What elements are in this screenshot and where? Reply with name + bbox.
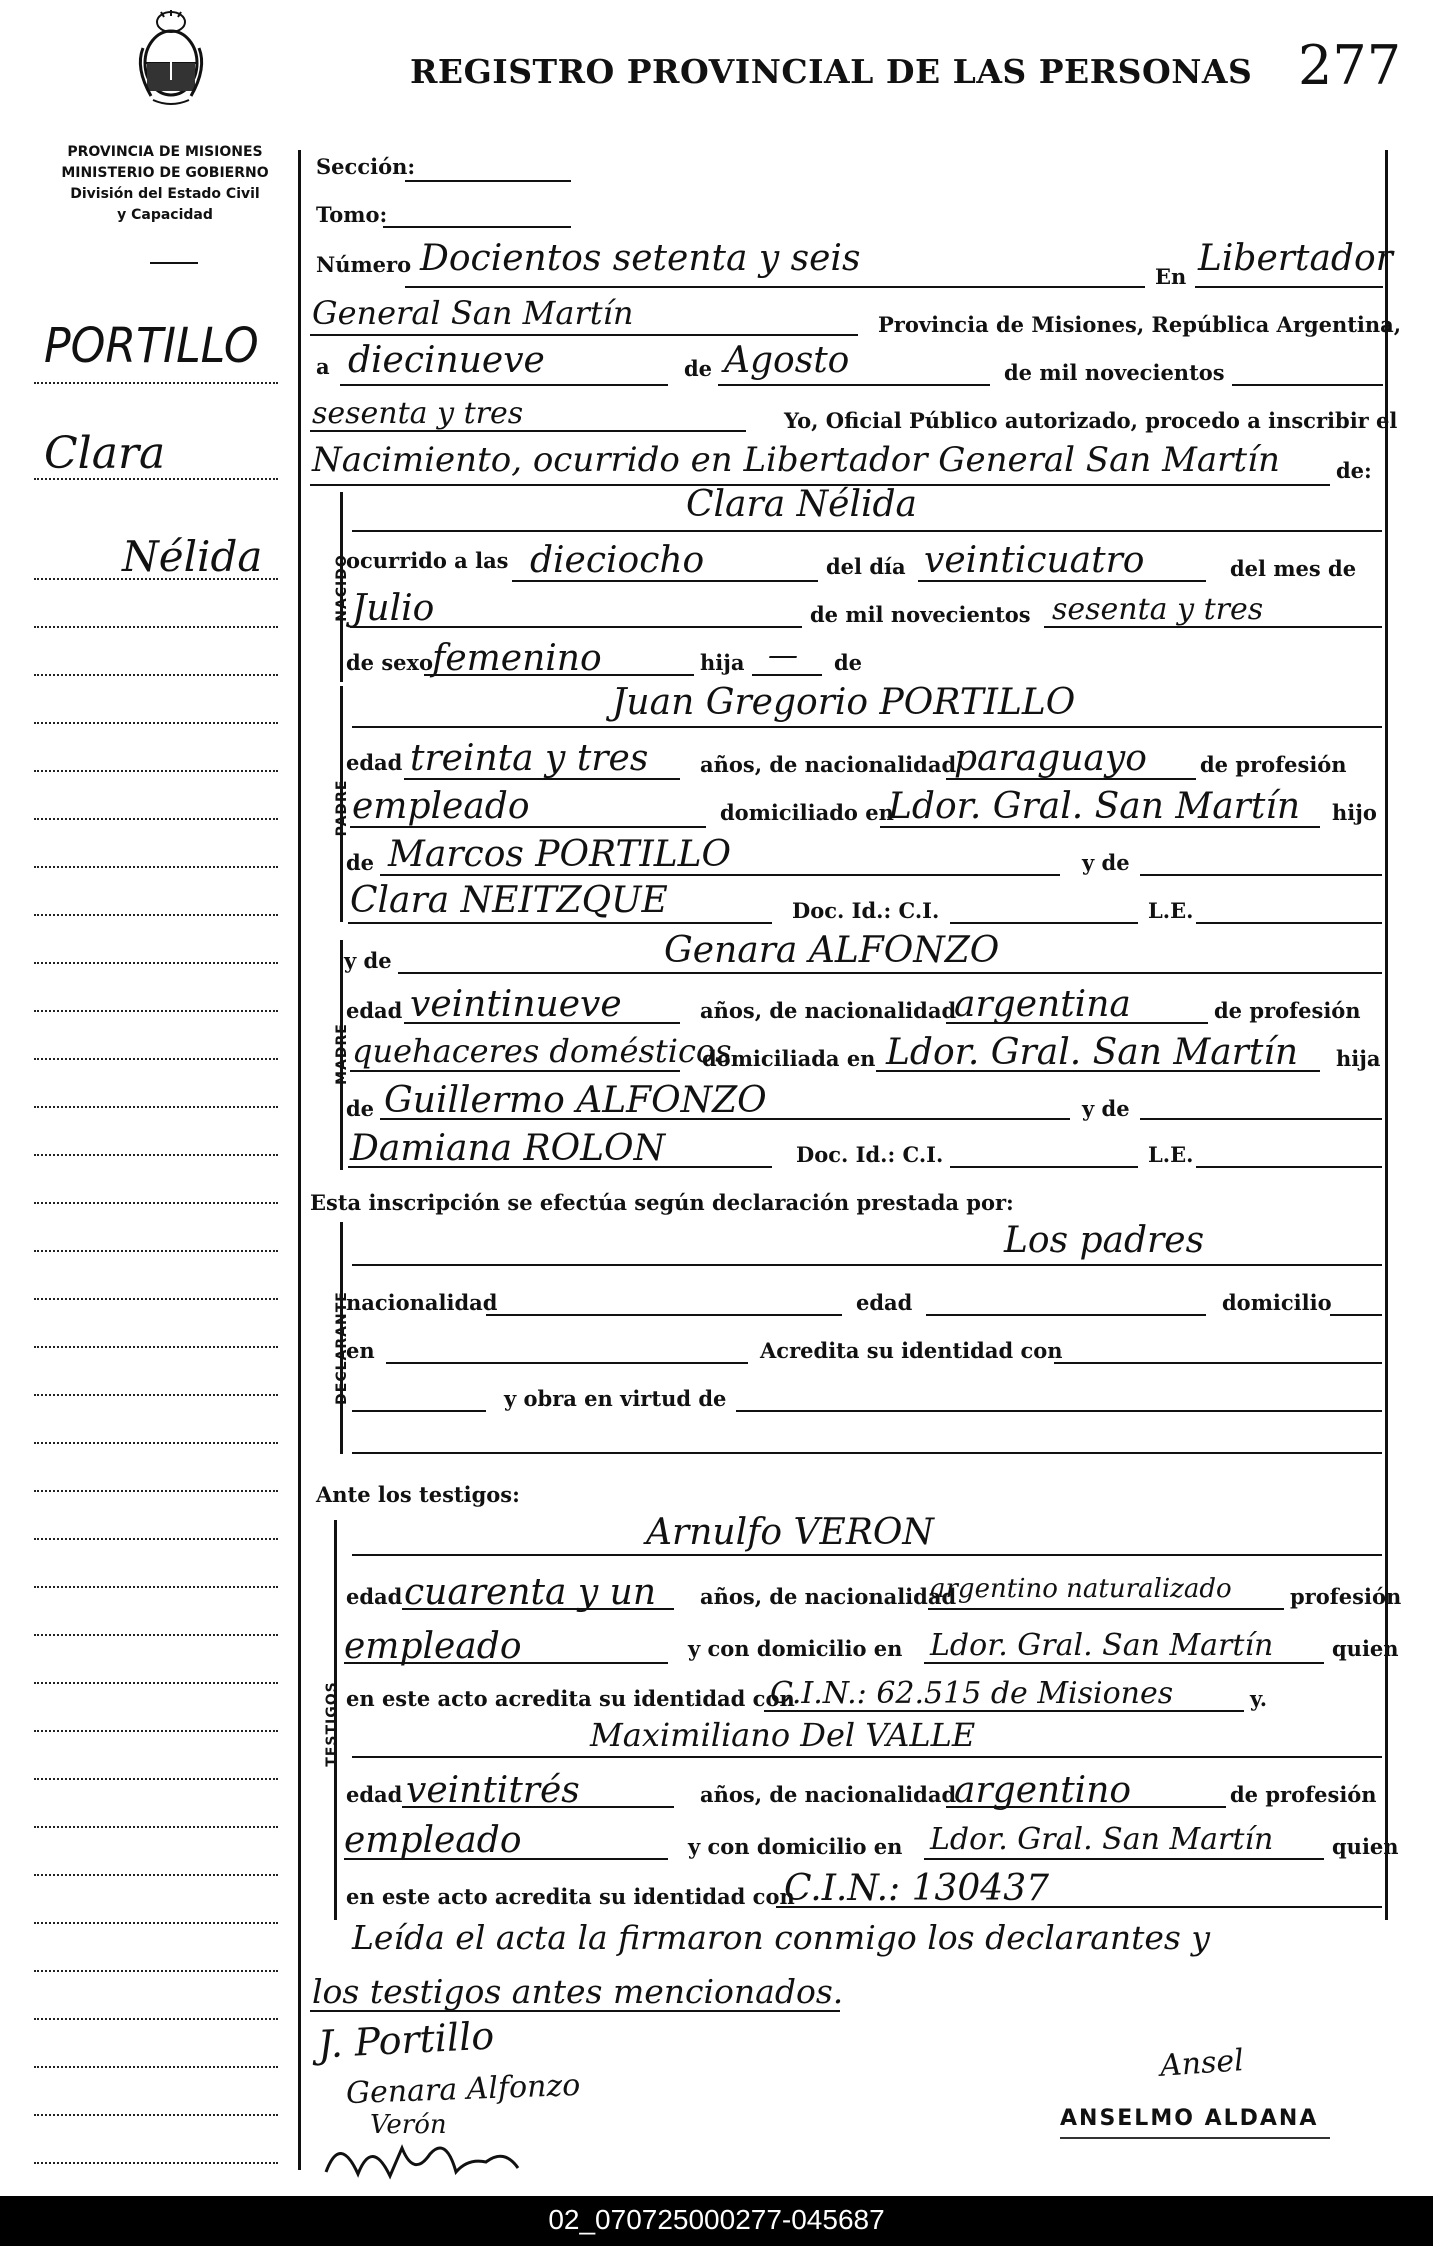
padre-profesion: empleado [352, 786, 530, 827]
signature-veron: Verón [370, 2110, 447, 2140]
label-de-mil-novecientos-2: de mil novecientos [810, 602, 1031, 627]
label-padre-doc: Doc. Id.: C.I. [792, 898, 940, 923]
signature-portillo: J. Portillo [316, 2013, 496, 2067]
label-madre-le: L.E. [1148, 1142, 1194, 1167]
testigo-1-identidad: C.I.N.: 62.515 de Misiones [770, 1676, 1174, 1711]
label-decl-acredita: Acredita su identidad con [760, 1338, 1063, 1363]
label-t1-domicilio: y con domicilio en [688, 1636, 903, 1661]
label-madre-de: de [346, 1096, 375, 1121]
testigo-1-profesion: empleado [344, 1626, 522, 1667]
padre-madre: Clara NEITZQUE [350, 880, 668, 921]
signature-alfonzo: Genara Alfonzo [345, 2067, 581, 2112]
footer-bar [0, 2196, 1433, 2246]
label-ocurrido: ocurrido a las [346, 548, 509, 573]
closing-line-2: los testigos antes mencionados. [312, 1972, 844, 2011]
label-madre-profesion: de profesión [1214, 998, 1361, 1023]
label-padre-domiciliado: domiciliado en [720, 800, 894, 825]
label-t1-edad: edad [346, 1584, 403, 1609]
label-decl-edad: edad [856, 1290, 913, 1315]
issuer-division: División del Estado Civil [70, 186, 260, 202]
padre-padre: Marcos PORTILLO [388, 834, 732, 875]
label-t2-domicilio: y con domicilio en [688, 1834, 903, 1859]
entry-nombre: Clara Nélida [686, 484, 917, 525]
document-title: REGISTRO PROVINCIAL DE LAS PERSONAS [410, 52, 1253, 91]
closing-line-1: Leída el acta la firmaron conmigo los declarantes y [352, 1918, 1210, 1957]
label-padre-y-de: y de [1082, 850, 1130, 875]
label-de-2: de [834, 650, 863, 675]
label-ante-testigos: Ante los testigos: [316, 1482, 520, 1507]
label-seccion: Sección: [316, 154, 416, 179]
declarante-nombre: Los padres [1004, 1220, 1205, 1261]
label-a: a [316, 354, 330, 379]
label-madre-anos-nac: años, de nacionalidad [700, 998, 957, 1023]
entry-dia-nac: veinticuatro [924, 540, 1145, 581]
label-padre-le: L.E. [1148, 898, 1194, 923]
entry-dia: diecinueve [348, 340, 545, 381]
testigo-2-nacionalidad: argentino [954, 1770, 1132, 1811]
label-madre-edad: edad [346, 998, 403, 1023]
madre-padre: Guillermo ALFONZO [384, 1080, 767, 1121]
entry-hija-mark: — [768, 638, 798, 673]
entry-anio-nac: sesenta y tres [1052, 592, 1264, 627]
issuer-block [30, 142, 300, 226]
official-stamp-name: ANSELMO ALDANA [1060, 2106, 1319, 2131]
coat-of-arms-icon [133, 8, 209, 108]
section-madre: MADRE [334, 1023, 350, 1085]
label-padre-edad: edad [346, 750, 403, 775]
entry-acto: Nacimiento, ocurrido en Libertador General San Martín [312, 440, 1280, 480]
label-padre-de: de [346, 850, 375, 875]
label-numero: Número [316, 252, 412, 277]
entry-hora: dieciocho [530, 540, 705, 581]
testigo-1-edad: cuarenta y un [404, 1572, 657, 1613]
official-stamp [1060, 2106, 1360, 2176]
label-de-colon: de: [1336, 458, 1372, 483]
label-provincia: Provincia de Misiones, República Argentina, [878, 312, 1402, 337]
label-hija: hija [700, 650, 745, 675]
entry-lugar-cont: General San Martín [312, 294, 634, 332]
entry-anio: sesenta y tres [312, 396, 524, 431]
entry-en-lugar: Libertador [1198, 238, 1393, 279]
madre-profesion: quehaceres domésticos [352, 1032, 732, 1070]
label-padre-profesion: de profesión [1200, 752, 1347, 777]
label-decl-domicilio: domicilio [1222, 1290, 1332, 1315]
label-del-mes: del mes de [1230, 556, 1357, 581]
madre-domicilio: Ldor. Gral. San Martín [886, 1032, 1299, 1073]
margin-surname: PORTILLO [44, 318, 259, 374]
label-yo-oficial: Yo, Oficial Público autorizado, procedo a inscribir el [784, 408, 1398, 433]
label-padre-hijo: hijo [1332, 800, 1377, 825]
section-declarante: DECLARANTE [334, 1291, 350, 1405]
label-madre-doc: Doc. Id.: C.I. [796, 1142, 944, 1167]
label-tomo: Tomo: [316, 202, 388, 227]
testigo-1-nacionalidad: argentino naturalizado [930, 1574, 1232, 1604]
testigo-2-nombre: Maximiliano Del VALLE [590, 1716, 976, 1754]
madre-nacionalidad: argentina [954, 984, 1131, 1025]
label-t2-acredita: en este acto acredita su identidad con [346, 1884, 795, 1909]
section-padre: PADRE [334, 779, 350, 837]
testigo-2-profesion: empleado [344, 1820, 522, 1861]
document-code: 02_070725000277-045687 [548, 2204, 885, 2235]
testigo-1-domicilio: Ldor. Gral. San Martín [930, 1628, 1274, 1663]
madre-madre: Damiana ROLON [350, 1128, 666, 1169]
label-padre-anos-nac: años, de nacionalidad [700, 752, 957, 777]
label-madre-domiciliada: domiciliada en [702, 1046, 876, 1071]
official-signature: Ansel [1158, 2043, 1245, 2084]
signature-scribble [318, 2128, 528, 2184]
padre-nombre: Juan Gregorio PORTILLO [612, 682, 1076, 723]
section-nacido: NACIDO [334, 554, 350, 622]
label-t1-quien: quien [1332, 1636, 1399, 1661]
left-border [298, 150, 301, 2170]
testigo-2-edad: veintitrés [406, 1770, 580, 1811]
label-inscripcion: Esta inscripción se efectúa según declaración prestada por: [310, 1190, 1014, 1215]
issuer-ministry: MINISTERIO DE GOBIERNO [61, 165, 269, 181]
issuer-province: PROVINCIA DE MISIONES [67, 144, 263, 160]
testigo-1-nombre: Arnulfo VERON [646, 1512, 934, 1553]
madre-nombre: Genara ALFONZO [664, 930, 1000, 971]
label-de-1: de [684, 356, 713, 381]
padre-nacionalidad: paraguayo [954, 738, 1147, 779]
label-del-dia: del día [826, 554, 906, 579]
padre-domicilio: Ldor. Gral. San Martín [888, 786, 1301, 827]
entry-mes-nac: Julio [352, 588, 435, 629]
label-en: En [1155, 264, 1187, 289]
page-number: 277 [1298, 34, 1402, 97]
margin-middle-name: Nélida [122, 532, 263, 581]
entry-sexo: femenino [432, 638, 602, 679]
label-t1-acredita: en este acto acredita su identidad con [346, 1686, 795, 1711]
padre-edad: treinta y tres [410, 738, 649, 779]
section-testigos: TESTIGOS [324, 1681, 340, 1767]
label-t1-anos-nac: años, de nacionalidad [700, 1584, 957, 1609]
madre-edad: veintinueve [410, 984, 622, 1025]
testigo-2-identidad: C.I.N.: 130437 [784, 1868, 1050, 1909]
issuer-capacity: y Capacidad [117, 207, 213, 223]
label-de-sexo: de sexo [346, 650, 434, 675]
label-madre-hija: hija [1336, 1046, 1381, 1071]
label-t1-y: y. [1250, 1686, 1268, 1711]
label-decl-en: en [346, 1338, 375, 1363]
label-madre-y-de: y de [344, 948, 392, 973]
entry-mes: Agosto [724, 340, 850, 381]
label-t2-profesion: de profesión [1230, 1782, 1377, 1807]
entry-numero: Docientos setenta y seis [420, 238, 861, 279]
issuer-underline [150, 262, 198, 264]
label-decl-nacionalidad: nacionalidad [346, 1290, 498, 1315]
label-t2-quien: quien [1332, 1834, 1399, 1859]
label-de-mil-novecientos: de mil novecientos [1004, 360, 1225, 385]
label-t2-anos-nac: años, de nacionalidad [700, 1782, 957, 1807]
testigo-2-domicilio: Ldor. Gral. San Martín [930, 1822, 1274, 1857]
label-t2-edad: edad [346, 1782, 403, 1807]
margin-first-name: Clara [44, 428, 166, 479]
label-t1-profesion: profesión [1290, 1584, 1402, 1609]
label-madre-y-de-2: y de [1082, 1096, 1130, 1121]
label-decl-obra: y obra en virtud de [504, 1386, 727, 1411]
